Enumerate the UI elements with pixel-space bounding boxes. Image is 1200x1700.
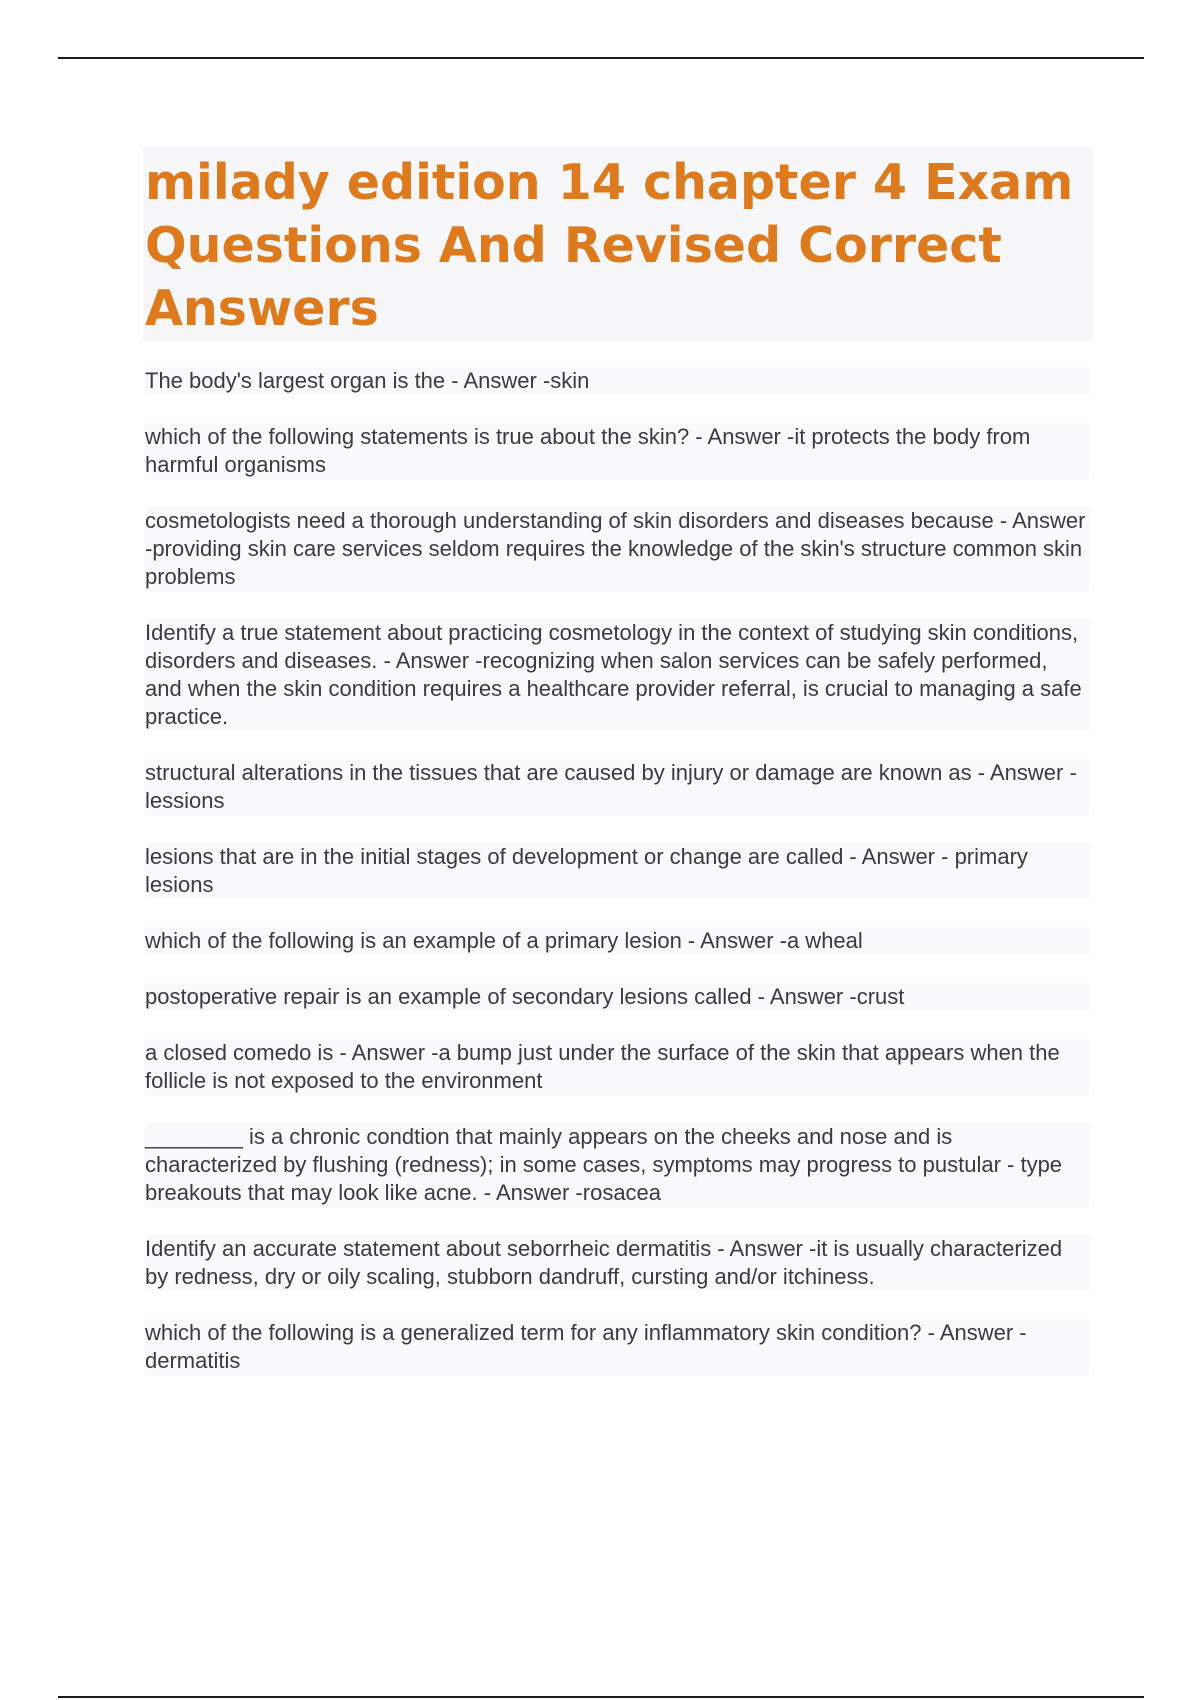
qa-item: structural alterations in the tissues that are caused by injury or damage are known as - Answer -lessions xyxy=(145,759,1090,815)
title-block xyxy=(143,147,1093,341)
qa-item: which of the following statements is true about the skin? - Answer -it protects the body from harmful organisms xyxy=(145,423,1090,479)
qa-item: The body's largest organ is the - Answer -skin xyxy=(145,367,1090,395)
qa-item: cosmetologists need a thorough understanding of skin disorders and diseases because - Answer -providing skin care services seldom requires the knowledge of the skin's structure common skin problems xyxy=(145,507,1090,591)
qa-list xyxy=(145,367,1090,1403)
qa-item: lesions that are in the initial stages of development or change are called - Answer - primary lesions xyxy=(145,843,1090,899)
qa-item: Identify a true statement about practicing cosmetology in the context of studying skin conditions, disorders and diseases. - Answer -recognizing when salon services can be safely performed, and when the skin condition requires a healthcare provider referral, is crucial to managing a safe practice. xyxy=(145,619,1090,731)
footer-rule xyxy=(58,1696,1144,1698)
document-title: milady edition 14 chapter 4 Exam Questions And Revised Correct Answers xyxy=(145,154,1074,337)
qa-item: ________ is a chronic condtion that mainly appears on the cheeks and nose and is characterized by flushing (redness); in some cases, symptoms may progress to pustular - type breakouts that may look like acne. - Answer -rosacea xyxy=(145,1123,1090,1207)
qa-item: Identify an accurate statement about seborrheic dermatitis - Answer -it is usually characterized by redness, dry or oily scaling, stubborn dandruff, cursting and/or itchiness. xyxy=(145,1235,1090,1291)
qa-item: postoperative repair is an example of secondary lesions called - Answer -crust xyxy=(145,983,1090,1011)
qa-item: which of the following is a generalized term for any inflammatory skin condition? - Answer -dermatitis xyxy=(145,1319,1090,1375)
qa-item: which of the following is an example of a primary lesion - Answer -a wheal xyxy=(145,927,1090,955)
qa-item: a closed comedo is - Answer -a bump just under the surface of the skin that appears when the follicle is not exposed to the environment xyxy=(145,1039,1090,1095)
header-rule xyxy=(58,57,1144,59)
